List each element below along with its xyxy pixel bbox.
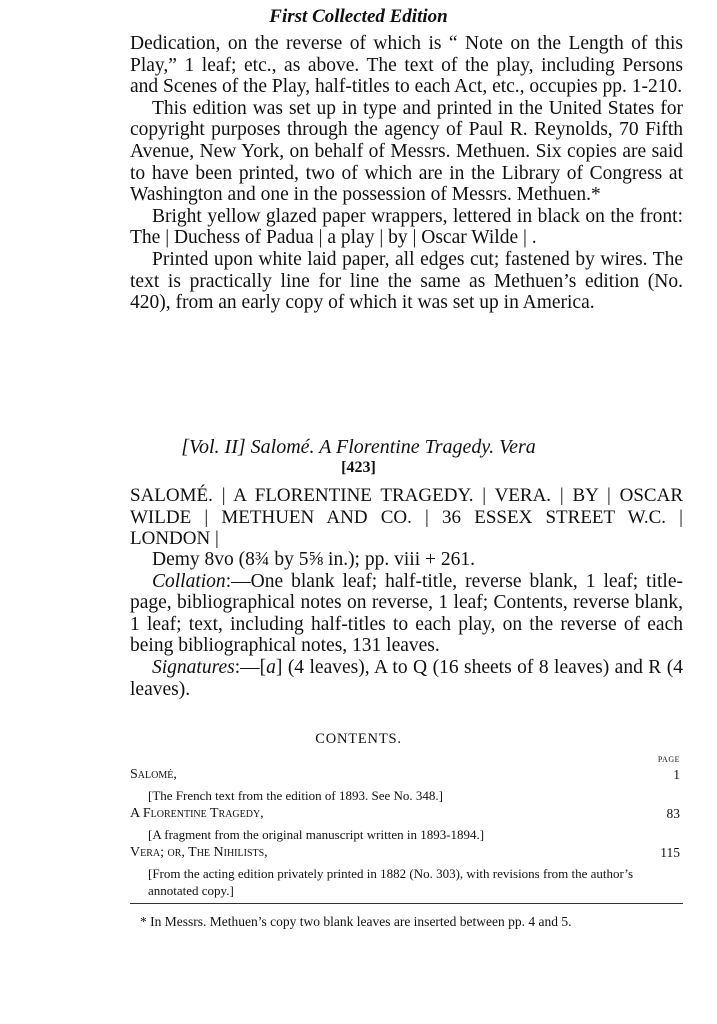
paragraph-copyright-printing <box>130 98 683 206</box>
contents-item-note: [A fragment from the original manuscript written in 1893-1894.] <box>148 827 485 842</box>
contents-item <box>130 806 683 843</box>
contents-item <box>130 845 683 899</box>
signatures-gathering: a <box>266 656 276 678</box>
contents-item-name: Vera; or, The Nihilists, <box>130 845 268 860</box>
footnote-rule <box>130 903 683 904</box>
title-page-transcription: SALOMÉ. | A FLORENTINE TRAGEDY. | VERA. | BY | OSCAR WILDE | METHUEN AND CO. | 36 ESSEX STREET W.C. | LONDON | <box>130 485 683 550</box>
footnote-marker: * <box>590 184 601 206</box>
paragraph-copyright-text: This edition was set up in type and printed in the United States for copyright purposes through the agency of Paul R. Reynolds, 70 Fifth Avenue, New York, on behalf of Messrs. Methuen. Six copies are said to have been printed, two of which are in the Library of Congress at Washington and one in the possession of Messrs. Methuen. <box>130 97 683 206</box>
entry-heading: [Vol. II] Salomé. A Florentine Tragedy. Vera <box>181 436 536 458</box>
entry-number: [423] <box>341 459 376 476</box>
collation-text: :—One blank leaf; half-title, reverse blank, 1 leaf; title-page, bibliographical notes on reverse, 1 leaf; Contents, reverse blank, 1 leaf; text, including half-titles to each play, on the reverse of each being bibliographical notes, 131 leaves. <box>130 570 683 657</box>
contents-item-page: 115 <box>660 845 680 860</box>
contents-item-page: 1 <box>673 767 680 782</box>
edition-description <box>130 33 683 314</box>
paragraph-dedication: Dedication, on the reverse of which is “ Note on the Length of this Play,” 1 leaf; etc., as above. The text of the play, including Persons and Scenes of the Play, half-titles to each Act, etc., occupies pp. 1-210. <box>130 33 683 98</box>
contents-item-page: 83 <box>666 806 680 821</box>
contents-page-label: PAGE <box>657 755 680 764</box>
bibliographic-description <box>130 549 683 700</box>
signatures-line <box>130 657 683 700</box>
collation-label: Collation <box>152 570 226 592</box>
signatures-text: ] (4 leaves), A to Q (16 sheets of 8 leaves) and R (4 leaves). <box>130 656 683 700</box>
format-line: Demy 8vo (8¾ by 5⅝ in.); pp. viii + 261. <box>152 549 475 570</box>
paragraph-wrappers: Bright yellow glazed paper wrappers, lettered in black on the front: The | Duchess of Padua | a play | by | Oscar Wilde | . <box>130 205 683 249</box>
contents-item-note: [The French text from the edition of 1893. See No. 348.] <box>148 788 443 803</box>
footnote: * In Messrs. Methuen’s copy two blank leaves are inserted between pp. 4 and 5. <box>140 914 572 929</box>
contents-item-name: A Florentine Tragedy, <box>130 806 264 821</box>
contents-title: CONTENTS. <box>315 731 402 747</box>
contents-item-note: [From the acting edition privately printed in 1882 (No. 303), with revisions from the author’s annotated copy.] <box>148 866 634 898</box>
collation-line <box>130 571 683 657</box>
signatures-label: Signatures <box>152 656 235 678</box>
paragraph-paper: Printed upon white laid paper, all edges cut; fastened by wires. The text is practically line for line the same as Methuen’s edition (No. 420), from an early copy of which it was set up in America. <box>130 248 683 314</box>
running-head: First Collected Edition <box>269 6 448 27</box>
signatures-open: :—[ <box>234 656 267 678</box>
contents-item <box>130 767 683 804</box>
contents-item-name: Salomé, <box>130 767 177 782</box>
